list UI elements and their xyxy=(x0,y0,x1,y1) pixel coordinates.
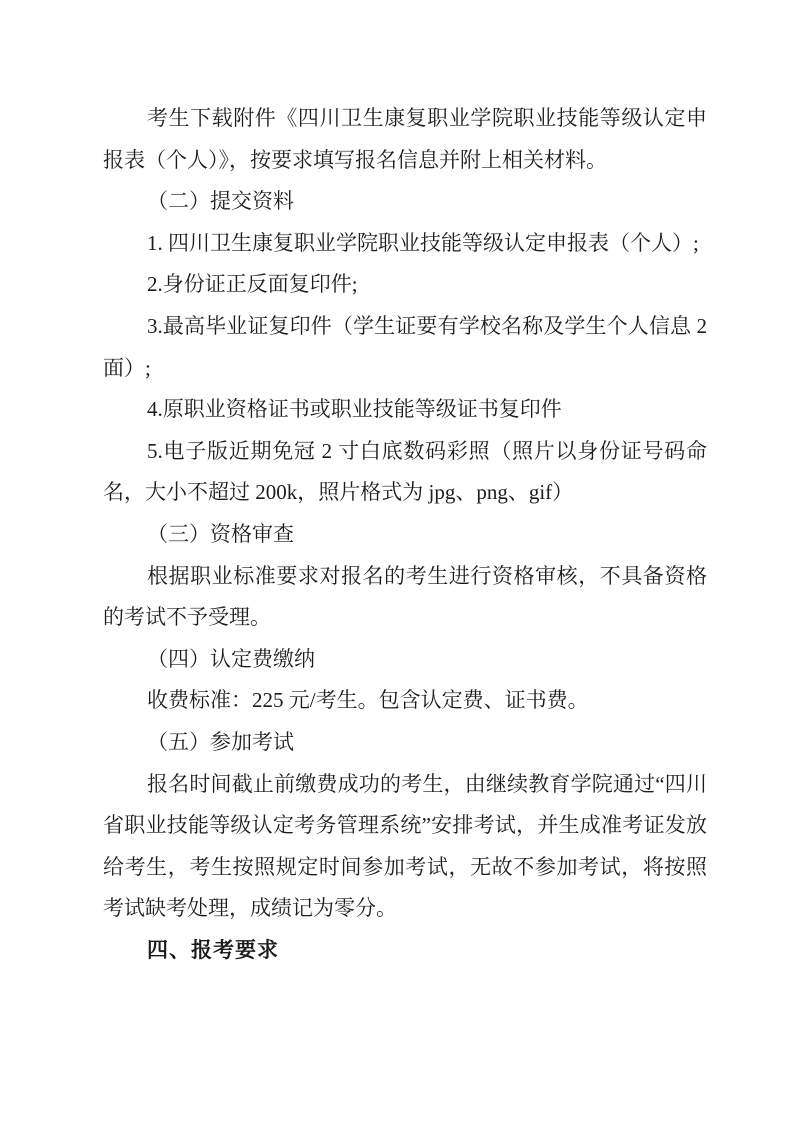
paragraph-fee-standard: 收费标准：225 元/考生。包含认定费、证书费。 xyxy=(147,688,589,713)
section-heading-application-requirements: 四、报考要求 xyxy=(147,938,279,962)
paragraph-review-rules: 根据职业标准要求对报名的考生进行资格审核，不具备资格的考试不予受理。 xyxy=(103,563,707,630)
list-item-id-card-copy: 2.身份证正反面复印件; xyxy=(147,272,358,297)
paragraph-exam-arrangement: 报名时间截止前缴费成功的考生，由继续教育学院通过“四川省职业技能等级认定考务管理系统”安排考试，并生成准考证发放给考生，考生按照规定时间参加考试，无故不参加考试，将按照考试缺考处理，成绩记为零分。 xyxy=(103,771,707,921)
list-item-application-form: 1. 四川卫生康复职业学院职业技能等级认定申报表（个人）; xyxy=(147,230,699,255)
document-body xyxy=(103,98,707,971)
sub-heading-take-exam: （五）参加考试 xyxy=(147,729,294,754)
list-item-certificate-copy: 4.原职业资格证书或职业技能等级证书复印件 xyxy=(147,397,562,422)
list-item-digital-photo: 5.电子版近期免冠 2 寸白底数码彩照（照片以身份证号码命名，大小不超过 200k，照片格式为 jpg、png、gif） xyxy=(103,438,707,505)
paragraph-download-instructions: 考生下载附件《四川卫生康复职业学院职业技能等级认定申报表（个人）》，按要求填写报名信息并附上相关材料。 xyxy=(103,106,707,172)
sub-heading-qualification-review: （三）资格审查 xyxy=(147,521,294,546)
sub-heading-submit-materials: （二）提交资料 xyxy=(147,189,294,214)
list-item-diploma-copy: 3.最高毕业证复印件（学生证要有学校名称及学生个人信息 2 面）; xyxy=(103,313,707,380)
sub-heading-fee-payment: （四）认定费缴纳 xyxy=(147,646,315,671)
